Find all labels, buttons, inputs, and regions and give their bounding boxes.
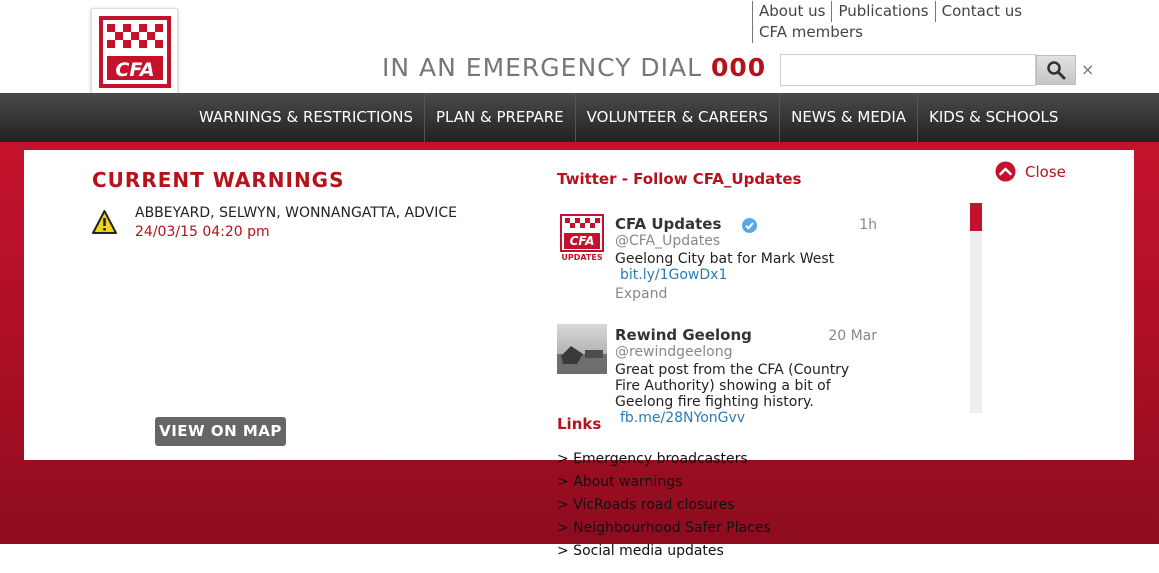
close-button[interactable] (995, 161, 1066, 182)
clear-search-button[interactable]: × (1081, 60, 1095, 79)
tweet-author-name[interactable]: Rewind Geelong (615, 326, 752, 344)
tweet-link[interactable]: fb.me/28NYonGvv (620, 410, 746, 426)
tweet-time[interactable]: 1h (859, 217, 877, 233)
view-on-map-button[interactable]: VIEW ON MAP (155, 417, 286, 446)
verified-icon (741, 217, 758, 234)
emergency-number: 000 (711, 53, 767, 82)
close-icon (995, 161, 1016, 182)
nav-plan-prepare[interactable]: PLAN & PREPARE (425, 93, 576, 142)
link-vicroads-road-closures[interactable]: > VicRoads road closures (557, 497, 735, 513)
top-links (752, 1, 1028, 43)
tweet-body (615, 362, 877, 426)
rewind-geelong-avatar[interactable] (557, 324, 607, 374)
warning-icon (92, 210, 117, 234)
nav-warnings-restrictions[interactable]: WARNINGS & RESTRICTIONS (188, 93, 425, 142)
top-link-about-us[interactable]: About us (752, 1, 831, 22)
tweet-author-handle[interactable]: @CFA_Updates (615, 233, 721, 249)
search-input[interactable] (780, 54, 1036, 86)
cfa-logo-icon (99, 16, 171, 88)
twitter-scrollbar-track[interactable] (970, 203, 982, 413)
main-nav (0, 93, 1159, 142)
warning-location-link[interactable]: ABBEYARD, SELWYN, WONNANGATTA, ADVICE (135, 205, 457, 221)
tweet-expand-link[interactable]: Expand (615, 286, 668, 302)
top-link-publications[interactable]: Publications (831, 1, 934, 22)
emergency-prefix: IN AN EMERGENCY DIAL (382, 53, 703, 82)
links-list (557, 448, 771, 563)
svg-text:CFA: CFA (569, 234, 595, 248)
current-warnings-title: CURRENT WARNINGS (92, 168, 345, 192)
links-title: Links (557, 415, 602, 433)
tweet-link[interactable]: bit.ly/1GowDx1 (620, 267, 728, 283)
tweet-text: Great post from the CFA (Country Fire Authority) showing a bit of Geelong fire fighting history. (615, 362, 850, 410)
top-link-cfa-members[interactable]: CFA members (752, 22, 869, 43)
twitter-scrollbar-thumb[interactable] (970, 203, 982, 231)
search-icon (1046, 60, 1066, 80)
logo-text: CFA (115, 59, 155, 81)
nav-news-media[interactable]: NEWS & MEDIA (780, 93, 918, 142)
tweet-text: Geelong City bat for Mark West (615, 251, 835, 267)
link-social-media-updates[interactable]: > Social media updates (557, 543, 724, 559)
close-label[interactable]: Close (1025, 162, 1066, 181)
tweet-author-name[interactable]: CFA Updates (615, 215, 722, 233)
tweet-time[interactable]: 20 Mar (828, 328, 877, 344)
warning-date: 24/03/15 04:20 pm (135, 224, 270, 240)
twitter-title[interactable]: Twitter - Follow CFA_Updates (557, 170, 802, 188)
cfa-logo[interactable] (91, 8, 178, 94)
tweet-body (615, 251, 877, 283)
cfa-updates-avatar[interactable] (557, 213, 607, 263)
avatar-label: UPDATES (561, 253, 603, 262)
search-button[interactable] (1036, 55, 1076, 85)
tweet-author-handle[interactable]: @rewindgeelong (615, 344, 733, 360)
top-link-contact-us[interactable]: Contact us (935, 1, 1028, 22)
emergency-banner (382, 53, 766, 82)
nav-volunteer-careers[interactable]: VOLUNTEER & CAREERS (576, 93, 780, 142)
link-emergency-broadcasters[interactable]: > Emergency broadcasters (557, 451, 748, 467)
link-about-warnings[interactable]: > About warnings (557, 474, 683, 490)
nav-kids-schools[interactable]: KIDS & SCHOOLS (929, 108, 1059, 126)
link-neighbourhood-safer-places[interactable]: > Neighbourhood Safer Places (557, 520, 771, 536)
